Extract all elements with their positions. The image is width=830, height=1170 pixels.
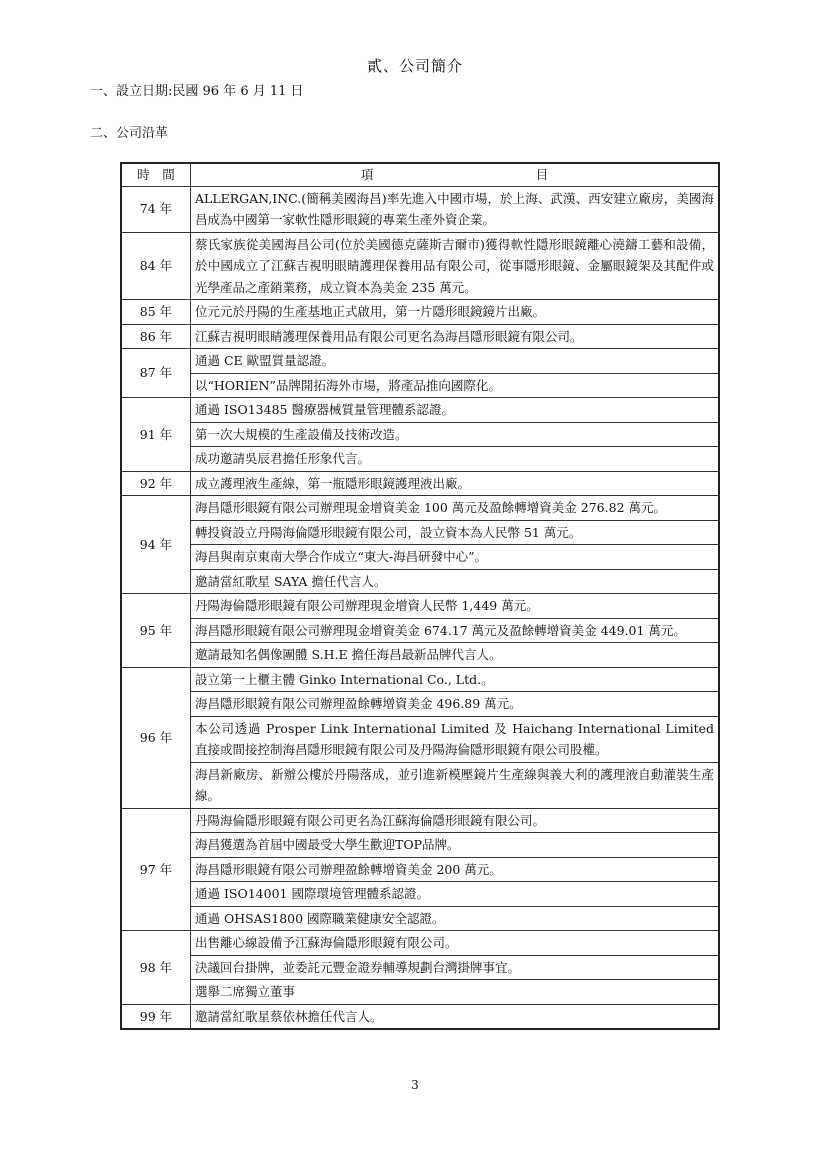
header-item: 項 目 xyxy=(191,163,720,186)
event-cell: 邀請當紅歌星蔡依林擔任代言人。 xyxy=(191,1004,720,1029)
event-cell: 海昌隱形眼鏡有限公司辦理現金增資美金 100 萬元及盈餘轉增資美金 276.82 萬元。 xyxy=(191,496,720,521)
event-cell: 海昌新廠房、新辦公樓於丹陽落成，並引進新模壓鏡片生產線與義大利的護理液自動灌裝生產線。 xyxy=(191,762,720,808)
year-cell: 96 年 xyxy=(121,667,191,808)
table-row xyxy=(121,955,719,980)
table-row xyxy=(121,422,719,447)
page-number: 3 xyxy=(411,1078,419,1092)
event-cell: 海昌獲選為首屆中國最受大學生歡迎TOP品牌。 xyxy=(191,833,720,858)
year-cell: 86 年 xyxy=(121,324,191,349)
table-row xyxy=(121,398,719,423)
year-cell: 94 年 xyxy=(121,496,191,594)
table-row xyxy=(121,716,719,762)
table-row xyxy=(121,324,719,349)
event-cell: 出售離心線設備予江蘇海倫隱形眼鏡有限公司。 xyxy=(191,931,720,956)
event-cell: 海昌隱形眼鏡有限公司辦理盈餘轉增資美金 200 萬元。 xyxy=(191,857,720,882)
history-table xyxy=(120,162,720,1030)
event-cell: 本公司透過 Prosper Link International Limited 及 Haichang International Limited 直接或間接控制海昌隱形眼鏡有限公司及丹陽海倫隱形眼鏡有限公司股權。 xyxy=(191,716,720,762)
table-row xyxy=(121,520,719,545)
table-row xyxy=(121,931,719,956)
table-row xyxy=(121,667,719,692)
event-cell: 第一次大規模的生產設備及技術改造。 xyxy=(191,422,720,447)
table-row xyxy=(121,496,719,521)
table-row xyxy=(121,808,719,833)
event-cell: 丹陽海倫隱形眼鏡有限公司更名為江蘇海倫隱形眼鏡有限公司。 xyxy=(191,808,720,833)
event-cell: 成立護理液生產線，第一瓶隱形眼鏡護理液出廠。 xyxy=(191,471,720,496)
event-cell: 轉投資設立丹陽海倫隱形眼鏡有限公司，設立資本為人民幣 51 萬元。 xyxy=(191,520,720,545)
year-cell: 97 年 xyxy=(121,808,191,931)
event-cell: 海昌隱形眼鏡有限公司辦理盈餘轉增資美金 496.89 萬元。 xyxy=(191,692,720,717)
table-row xyxy=(121,762,719,808)
table-row xyxy=(121,857,719,882)
table-row xyxy=(121,232,719,300)
table-row xyxy=(121,692,719,717)
event-cell: 通過 CE 歐盟質量認證。 xyxy=(191,349,720,374)
event-cell: 海昌隱形眼鏡有限公司辦理現金增資美金 674.17 萬元及盈餘轉增資美金 449.01 萬元。 xyxy=(191,618,720,643)
table-row xyxy=(121,447,719,472)
history-heading: 二、公司沿革 xyxy=(90,126,169,141)
event-cell: ALLERGAN,INC.(簡稱美國海昌)率先進入中國市場，於上海、武漢、西安建立廠房，美國海昌成為中國第一家軟性隱形眼鏡的專業生產外資企業。 xyxy=(191,186,720,232)
table-row xyxy=(121,300,719,325)
event-cell: 蔡氏家族從美國海昌公司(位於美國德克薩斯吉爾市)獲得軟性隱形眼鏡離心澆鑄工藝和設備，於中國成立了江蘇吉視明眼睛護理保養用品有限公司，從事隱形眼鏡、金屬眼鏡架及其配件或光學產品之產銷業務，成立資本為美金 235 萬元。 xyxy=(191,232,720,300)
year-cell: 84 年 xyxy=(121,232,191,300)
event-cell: 設立第一上櫃主體 Ginko International Co., Ltd.。 xyxy=(191,667,720,692)
table-row xyxy=(121,882,719,907)
table-row xyxy=(121,594,719,619)
table-row xyxy=(121,186,719,232)
event-cell: 成功邀請吳辰君擔任形象代言。 xyxy=(191,447,720,472)
table-row xyxy=(121,471,719,496)
table-row xyxy=(121,618,719,643)
header-time: 時 間 xyxy=(121,163,191,186)
table-row xyxy=(121,906,719,931)
table-row xyxy=(121,373,719,398)
year-cell: 98 年 xyxy=(121,931,191,1005)
established-date: 一、設立日期:民國 96 年 6 月 11 日 xyxy=(90,84,304,99)
year-cell: 91 年 xyxy=(121,398,191,472)
event-cell: 位元元於丹陽的生產基地正式啟用，第一片隱形眼鏡鏡片出廠。 xyxy=(191,300,720,325)
event-cell: 通過 ISO13485 醫療器械質量管理體系認證。 xyxy=(191,398,720,423)
table-row xyxy=(121,1004,719,1029)
table-row xyxy=(121,349,719,374)
table-header-row xyxy=(121,163,719,186)
event-cell: 決議回台掛牌，並委託元豐金證券輔導規劃台灣掛牌事宜。 xyxy=(191,955,720,980)
event-cell: 通過 OHSAS1800 國際職業健康安全認證。 xyxy=(191,906,720,931)
table-row xyxy=(121,643,719,668)
year-cell: 87 年 xyxy=(121,349,191,398)
year-cell: 92 年 xyxy=(121,471,191,496)
event-cell: 江蘇吉視明眼睛護理保養用品有限公司更名為海昌隱形眼鏡有限公司。 xyxy=(191,324,720,349)
event-cell: 邀請當紅歌星 SAYA 擔任代言人。 xyxy=(191,569,720,594)
history-body xyxy=(121,186,719,1029)
event-cell: 以“HORIEN”品牌開拓海外市場，將產品推向國際化。 xyxy=(191,373,720,398)
table-row xyxy=(121,833,719,858)
event-cell: 邀請最知名偶像團體 S.H.E 擔任海昌最新品牌代言人。 xyxy=(191,643,720,668)
year-cell: 85 年 xyxy=(121,300,191,325)
table-row xyxy=(121,569,719,594)
year-cell: 74 年 xyxy=(121,186,191,232)
event-cell: 選舉二席獨立董事 xyxy=(191,980,720,1005)
event-cell: 海昌與南京東南大學合作成立“東大-海昌研發中心”。 xyxy=(191,545,720,570)
year-cell: 95 年 xyxy=(121,594,191,668)
table-row xyxy=(121,545,719,570)
year-cell: 99 年 xyxy=(121,1004,191,1029)
page-title: 貳、公司簡介 xyxy=(366,57,463,75)
table-row xyxy=(121,980,719,1005)
event-cell: 丹陽海倫隱形眼鏡有限公司辦理現金增資人民幣 1,449 萬元。 xyxy=(191,594,720,619)
event-cell: 通過 ISO14001 國際環境管理體系認證。 xyxy=(191,882,720,907)
